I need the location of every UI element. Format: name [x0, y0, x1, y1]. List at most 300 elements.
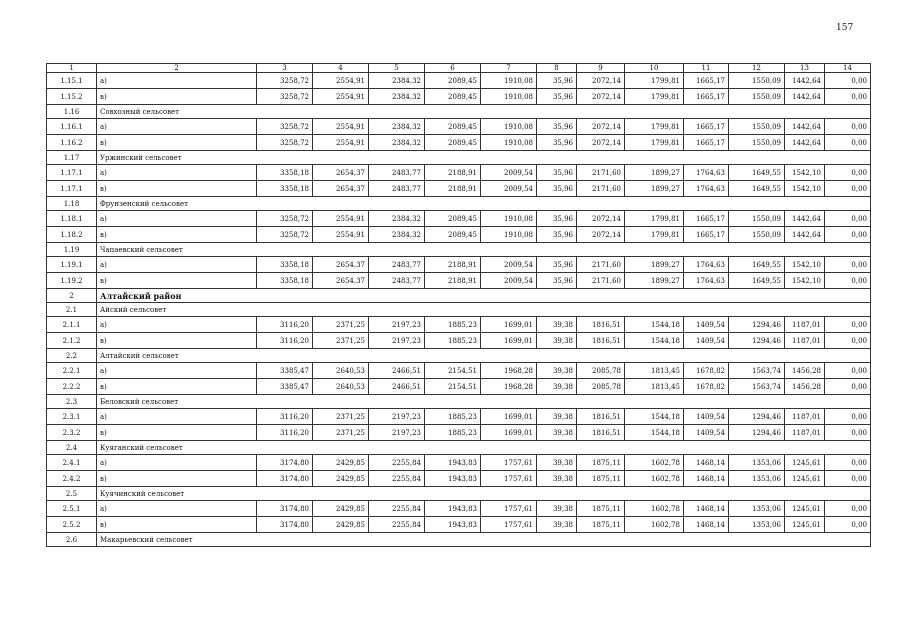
column-header: 4 [313, 64, 369, 73]
row-value: 0,00 [825, 227, 871, 243]
table-row [47, 181, 871, 197]
row-code: 1.19.1 [47, 257, 97, 273]
row-value: 1665,17 [684, 135, 729, 151]
table-row [47, 395, 871, 409]
row-value: 35,96 [537, 273, 577, 289]
row-value: 1187,01 [785, 425, 825, 441]
row-value: 1649,55 [729, 273, 785, 289]
row-value: 1550,09 [729, 89, 785, 105]
table-row [47, 333, 871, 349]
row-value: 2009,54 [481, 165, 537, 181]
row-value: 1799,81 [625, 211, 684, 227]
row-value: 1649,55 [729, 165, 785, 181]
row-value: 1544,18 [625, 425, 684, 441]
row-value: 1799,81 [625, 227, 684, 243]
row-value: 3116,20 [257, 317, 313, 333]
section-title: Алтайский сельсовет [97, 349, 871, 363]
row-value: 0,00 [825, 501, 871, 517]
row-value: 2089,45 [425, 135, 481, 151]
row-value: 1678,82 [684, 379, 729, 395]
row-value: 2429,85 [313, 517, 369, 533]
table-row [47, 349, 871, 363]
column-header: 11 [684, 64, 729, 73]
row-value: 2085,78 [577, 363, 625, 379]
row-value: 1665,17 [684, 211, 729, 227]
column-header: 7 [481, 64, 537, 73]
row-value: 1665,17 [684, 119, 729, 135]
column-header: 1 [47, 64, 97, 73]
row-value: 1544,18 [625, 409, 684, 425]
row-value: 3258,72 [257, 119, 313, 135]
row-value: 2371,25 [313, 317, 369, 333]
row-value: 1456,28 [785, 379, 825, 395]
row-value: 1875,11 [577, 471, 625, 487]
row-code: 2.6 [47, 533, 97, 547]
row-value: 35,96 [537, 89, 577, 105]
row-code: 2.3.2 [47, 425, 97, 441]
row-value: 1442,64 [785, 119, 825, 135]
column-header: 14 [825, 64, 871, 73]
row-value: 1550,09 [729, 73, 785, 89]
row-value: 2371,25 [313, 425, 369, 441]
row-code: 1.17 [47, 151, 97, 165]
row-value: 2009,54 [481, 181, 537, 197]
row-value: 1187,01 [785, 409, 825, 425]
row-value: 1757,61 [481, 501, 537, 517]
row-value: 0,00 [825, 333, 871, 349]
row-value: 1550,09 [729, 227, 785, 243]
row-name: в) [97, 333, 257, 349]
row-value: 2554,91 [313, 73, 369, 89]
row-value: 1699,01 [481, 409, 537, 425]
row-value: 2188,91 [425, 165, 481, 181]
row-value: 39,38 [537, 379, 577, 395]
row-value: 1544,18 [625, 333, 684, 349]
row-code: 1.15.2 [47, 89, 97, 105]
table-row [47, 409, 871, 425]
row-value: 2171,60 [577, 165, 625, 181]
section-title: Беловский сельсовет [97, 395, 871, 409]
row-name: а) [97, 165, 257, 181]
table-row [47, 151, 871, 165]
row-value: 0,00 [825, 363, 871, 379]
column-header: 13 [785, 64, 825, 73]
column-header: 3 [257, 64, 313, 73]
row-value: 1353,06 [729, 501, 785, 517]
row-value: 3258,72 [257, 135, 313, 151]
table-row [47, 89, 871, 105]
table-row [47, 303, 871, 317]
row-value: 1910,08 [481, 227, 537, 243]
row-value: 1542,10 [785, 181, 825, 197]
table-row [47, 257, 871, 273]
row-name: а) [97, 455, 257, 471]
row-value: 1353,06 [729, 471, 785, 487]
row-code: 2.1.1 [47, 317, 97, 333]
row-value: 1294,46 [729, 409, 785, 425]
row-value: 1757,61 [481, 455, 537, 471]
row-value: 2640,53 [313, 363, 369, 379]
row-value: 2197,23 [369, 425, 425, 441]
row-code: 2.2.1 [47, 363, 97, 379]
row-value: 39,38 [537, 501, 577, 517]
row-value: 3174,80 [257, 517, 313, 533]
row-name: в) [97, 135, 257, 151]
row-value: 2089,45 [425, 211, 481, 227]
row-value: 2654,37 [313, 165, 369, 181]
row-value: 2188,91 [425, 181, 481, 197]
row-name: а) [97, 501, 257, 517]
row-value: 1899,27 [625, 165, 684, 181]
row-value: 1799,81 [625, 135, 684, 151]
row-value: 0,00 [825, 73, 871, 89]
section-title: Макарьевский сельсовет [97, 533, 871, 547]
row-value: 2483,77 [369, 273, 425, 289]
row-value: 39,38 [537, 317, 577, 333]
row-value: 1409,54 [684, 425, 729, 441]
row-value: 1875,11 [577, 501, 625, 517]
row-code: 2.3.1 [47, 409, 97, 425]
row-value: 3258,72 [257, 227, 313, 243]
row-value: 1456,28 [785, 363, 825, 379]
row-value: 2384,32 [369, 73, 425, 89]
row-value: 1910,08 [481, 73, 537, 89]
column-header: 12 [729, 64, 785, 73]
row-code: 1.16 [47, 105, 97, 119]
row-name: в) [97, 379, 257, 395]
row-value: 3358,18 [257, 165, 313, 181]
row-value: 0,00 [825, 89, 871, 105]
row-value: 0,00 [825, 471, 871, 487]
row-value: 1187,01 [785, 333, 825, 349]
row-value: 1294,46 [729, 317, 785, 333]
row-value: 2089,45 [425, 119, 481, 135]
row-code: 2.2 [47, 349, 97, 363]
row-value: 1550,09 [729, 135, 785, 151]
row-value: 1665,17 [684, 89, 729, 105]
table-row [47, 533, 871, 547]
row-name: а) [97, 363, 257, 379]
row-code: 1.19 [47, 243, 97, 257]
row-value: 1409,54 [684, 317, 729, 333]
row-value: 2009,54 [481, 273, 537, 289]
row-value: 1187,01 [785, 317, 825, 333]
row-name: в) [97, 471, 257, 487]
row-value: 2085,78 [577, 379, 625, 395]
row-value: 1885,23 [425, 409, 481, 425]
row-code: 1.18 [47, 197, 97, 211]
row-value: 1885,23 [425, 425, 481, 441]
row-value: 1353,06 [729, 517, 785, 533]
row-name: а) [97, 257, 257, 273]
row-value: 1816,51 [577, 425, 625, 441]
row-value: 3258,72 [257, 211, 313, 227]
row-value: 2483,77 [369, 165, 425, 181]
table-row [47, 243, 871, 257]
row-value: 0,00 [825, 257, 871, 273]
row-value: 1910,08 [481, 119, 537, 135]
row-value: 2429,85 [313, 471, 369, 487]
table-row [47, 487, 871, 501]
row-value: 1764,63 [684, 257, 729, 273]
section-title: Уржинский сельсовет [97, 151, 871, 165]
row-value: 1294,46 [729, 425, 785, 441]
row-value: 35,96 [537, 119, 577, 135]
row-code: 2.1.2 [47, 333, 97, 349]
row-value: 3358,18 [257, 273, 313, 289]
section-title: Совхозный сельсовет [97, 105, 871, 119]
row-value: 1550,09 [729, 211, 785, 227]
row-value: 1544,18 [625, 317, 684, 333]
section-title: Куячинский сельсовет [97, 487, 871, 501]
table-row [47, 517, 871, 533]
tariff-table [46, 63, 871, 547]
row-value: 1442,64 [785, 211, 825, 227]
row-value: 2384,32 [369, 135, 425, 151]
row-value: 1799,81 [625, 89, 684, 105]
row-value: 2009,54 [481, 257, 537, 273]
row-value: 2654,37 [313, 181, 369, 197]
row-value: 2429,85 [313, 455, 369, 471]
row-value: 0,00 [825, 211, 871, 227]
row-value: 2554,91 [313, 135, 369, 151]
row-value: 1910,08 [481, 89, 537, 105]
row-value: 1943,83 [425, 471, 481, 487]
row-value: 1816,51 [577, 409, 625, 425]
row-value: 1353,06 [729, 455, 785, 471]
section-title: Куяганский сельсовет [97, 441, 871, 455]
table-row [47, 455, 871, 471]
row-value: 3385,47 [257, 379, 313, 395]
row-value: 0,00 [825, 317, 871, 333]
row-value: 1885,23 [425, 317, 481, 333]
row-value: 1968,28 [481, 379, 537, 395]
table-row [47, 363, 871, 379]
row-code: 2.2.2 [47, 379, 97, 395]
row-value: 1699,01 [481, 333, 537, 349]
column-header: 6 [425, 64, 481, 73]
column-header: 5 [369, 64, 425, 73]
column-header: 2 [97, 64, 257, 73]
row-value: 35,96 [537, 227, 577, 243]
section-title: Чапаевский сельсовет [97, 243, 871, 257]
row-value: 1899,27 [625, 273, 684, 289]
row-value: 2171,60 [577, 181, 625, 197]
section-title: Фрунзенский сельсовет [97, 197, 871, 211]
row-value: 1468,14 [684, 471, 729, 487]
row-value: 2384,32 [369, 227, 425, 243]
row-value: 1409,54 [684, 409, 729, 425]
row-value: 1542,10 [785, 273, 825, 289]
row-value: 1678,82 [684, 363, 729, 379]
row-value: 39,38 [537, 455, 577, 471]
page-number: 157 [836, 23, 854, 33]
row-value: 1468,14 [684, 517, 729, 533]
row-value: 2197,23 [369, 333, 425, 349]
row-code: 2.4 [47, 441, 97, 455]
row-name: а) [97, 409, 257, 425]
row-value: 2255,84 [369, 517, 425, 533]
row-value: 1245,61 [785, 517, 825, 533]
row-value: 3358,18 [257, 257, 313, 273]
row-value: 3258,72 [257, 73, 313, 89]
row-value: 1899,27 [625, 257, 684, 273]
row-value: 2466,51 [369, 363, 425, 379]
row-value: 0,00 [825, 165, 871, 181]
row-value: 2554,91 [313, 89, 369, 105]
row-value: 1602,78 [625, 517, 684, 533]
row-value: 1875,11 [577, 455, 625, 471]
row-value: 1885,23 [425, 333, 481, 349]
table-row [47, 135, 871, 151]
row-value: 3174,80 [257, 455, 313, 471]
row-value: 1816,51 [577, 317, 625, 333]
district-title: Алтайский район [97, 289, 871, 303]
row-code: 2.5 [47, 487, 97, 501]
row-value: 1649,55 [729, 257, 785, 273]
row-value: 1542,10 [785, 257, 825, 273]
row-value: 3358,18 [257, 181, 313, 197]
row-value: 0,00 [825, 379, 871, 395]
row-value: 1799,81 [625, 73, 684, 89]
table-row [47, 197, 871, 211]
row-value: 0,00 [825, 517, 871, 533]
row-value: 0,00 [825, 409, 871, 425]
table-row [47, 425, 871, 441]
row-code: 2.4.1 [47, 455, 97, 471]
row-value: 1910,08 [481, 211, 537, 227]
row-name: в) [97, 273, 257, 289]
row-name: в) [97, 425, 257, 441]
row-value: 2654,37 [313, 273, 369, 289]
row-code: 2.5.1 [47, 501, 97, 517]
row-value: 0,00 [825, 273, 871, 289]
row-value: 1799,81 [625, 119, 684, 135]
row-value: 1699,01 [481, 317, 537, 333]
row-value: 0,00 [825, 425, 871, 441]
column-header: 10 [625, 64, 684, 73]
row-value: 2554,91 [313, 211, 369, 227]
row-code: 1.18.2 [47, 227, 97, 243]
row-value: 2384,32 [369, 89, 425, 105]
row-value: 2188,91 [425, 257, 481, 273]
row-value: 1409,54 [684, 333, 729, 349]
row-value: 1563,74 [729, 379, 785, 395]
row-value: 1943,83 [425, 517, 481, 533]
row-value: 3116,20 [257, 425, 313, 441]
row-value: 1563,74 [729, 363, 785, 379]
row-value: 35,96 [537, 257, 577, 273]
row-value: 2171,60 [577, 273, 625, 289]
row-value: 2197,23 [369, 409, 425, 425]
row-value: 0,00 [825, 455, 871, 471]
row-value: 2072,14 [577, 211, 625, 227]
row-value: 2483,77 [369, 257, 425, 273]
row-value: 2072,14 [577, 73, 625, 89]
row-value: 2255,84 [369, 471, 425, 487]
row-code: 1.16.1 [47, 119, 97, 135]
row-code: 1.16.2 [47, 135, 97, 151]
row-name: а) [97, 211, 257, 227]
row-value: 1665,17 [684, 227, 729, 243]
row-value: 1542,10 [785, 165, 825, 181]
row-value: 2154,51 [425, 379, 481, 395]
row-value: 3174,80 [257, 501, 313, 517]
row-value: 3116,20 [257, 333, 313, 349]
row-value: 1468,14 [684, 455, 729, 471]
table-row [47, 119, 871, 135]
row-value: 1943,83 [425, 455, 481, 471]
row-value: 2554,91 [313, 227, 369, 243]
row-value: 1764,63 [684, 273, 729, 289]
row-value: 1245,61 [785, 455, 825, 471]
table-row [47, 227, 871, 243]
row-value: 0,00 [825, 135, 871, 151]
row-value: 1550,09 [729, 119, 785, 135]
row-value: 35,96 [537, 73, 577, 89]
row-code: 2.3 [47, 395, 97, 409]
table-row [47, 273, 871, 289]
row-name: а) [97, 119, 257, 135]
row-value: 39,38 [537, 333, 577, 349]
row-value: 1764,63 [684, 165, 729, 181]
row-value: 2483,77 [369, 181, 425, 197]
row-value: 1602,78 [625, 501, 684, 517]
row-value: 2197,23 [369, 317, 425, 333]
table-row [47, 105, 871, 119]
row-value: 2429,85 [313, 501, 369, 517]
row-value: 2188,91 [425, 273, 481, 289]
row-value: 1968,28 [481, 363, 537, 379]
row-value: 1442,64 [785, 227, 825, 243]
row-value: 1813,45 [625, 379, 684, 395]
row-code: 2.1 [47, 303, 97, 317]
row-code: 1.17.1 [47, 165, 97, 181]
row-value: 35,96 [537, 181, 577, 197]
row-value: 1442,64 [785, 73, 825, 89]
column-header: 9 [577, 64, 625, 73]
row-value: 1442,64 [785, 135, 825, 151]
table-row [47, 501, 871, 517]
row-value: 1875,11 [577, 517, 625, 533]
row-name: а) [97, 317, 257, 333]
row-value: 1943,83 [425, 501, 481, 517]
row-value: 1910,08 [481, 135, 537, 151]
row-value: 2640,53 [313, 379, 369, 395]
row-value: 1245,61 [785, 471, 825, 487]
row-value: 3385,47 [257, 363, 313, 379]
row-value: 1665,17 [684, 73, 729, 89]
row-value: 2654,37 [313, 257, 369, 273]
row-value: 39,38 [537, 471, 577, 487]
row-value: 1468,14 [684, 501, 729, 517]
row-value: 1899,27 [625, 181, 684, 197]
row-value: 39,38 [537, 517, 577, 533]
row-value: 39,38 [537, 363, 577, 379]
table-row [47, 211, 871, 227]
row-value: 3258,72 [257, 89, 313, 105]
row-name: а) [97, 73, 257, 89]
row-value: 1757,61 [481, 471, 537, 487]
row-value: 2384,32 [369, 119, 425, 135]
row-value: 2072,14 [577, 119, 625, 135]
row-value: 1602,78 [625, 455, 684, 471]
row-value: 3174,80 [257, 471, 313, 487]
row-name: в) [97, 89, 257, 105]
table-row [47, 379, 871, 395]
row-value: 2371,25 [313, 409, 369, 425]
table-row [47, 73, 871, 89]
